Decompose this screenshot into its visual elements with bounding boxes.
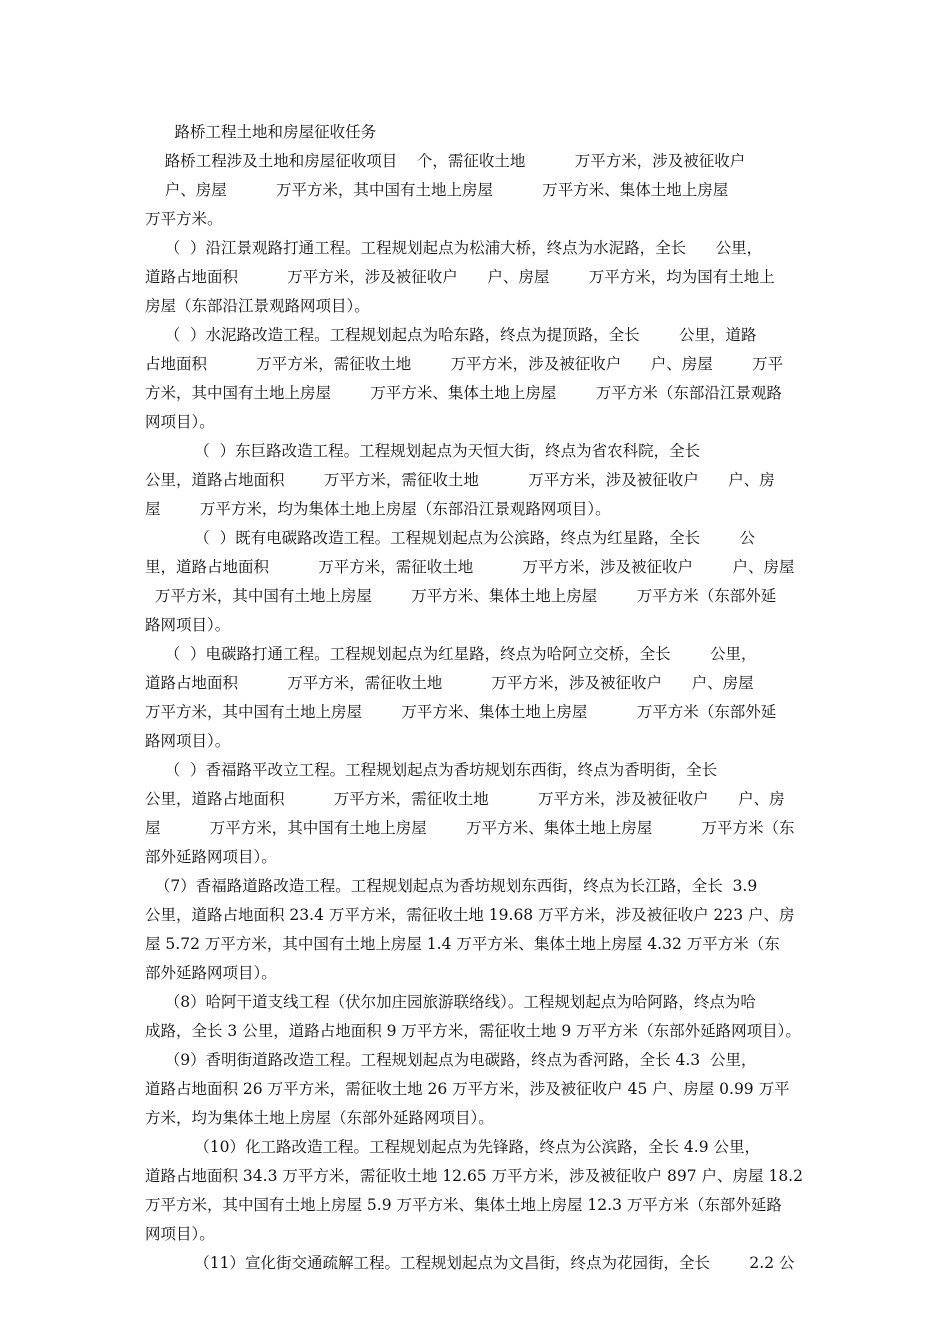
text-line: 路网项目）。 bbox=[145, 616, 231, 634]
document-body bbox=[145, 118, 810, 1278]
text-line: 屋 万平方米，其中国有土地上房屋 万平方米、集体土地上房屋 万平方米（东 bbox=[145, 819, 795, 837]
text-line: 万平方米，其中国有土地上房屋 万平方米、集体土地上房屋 万平方米（东部外延 bbox=[145, 587, 777, 605]
text-line: 路桥工程涉及土地和房屋征收项目 个，需征收土地 万平方米，涉及被征收户 bbox=[145, 152, 746, 170]
text-line: （ ）电碳路打通工程。工程规划起点为红星路，终点为哈阿立交桥，全长 公里， bbox=[145, 645, 757, 663]
text-line: （ ）沿江景观路打通工程。工程规划起点为松浦大桥，终点为水泥路，全长 公里， bbox=[145, 239, 763, 257]
text-line: 公里，道路占地面积 万平方米，需征收土地 万平方米，涉及被征收户 户、房 bbox=[145, 471, 775, 489]
text-line: （ ）水泥路改造工程。工程规划起点为哈东路，终点为提顶路，全长 公里，道路 bbox=[145, 326, 757, 344]
text-line: （7）香福路道路改造工程。工程规划起点为香坊规划东西街，终点为长江路，全长 3.9 bbox=[145, 877, 758, 895]
text-line: 万平方米，其中国有土地上房屋 5.9 万平方米、集体土地上房屋 12.3 万平方米（东部外延路 bbox=[145, 1196, 782, 1214]
text-line: （10）化工路改造工程。工程规划起点为先锋路，终点为公滨路，全长 4.9 公里， bbox=[145, 1138, 760, 1156]
text-line: 网项目）。 bbox=[145, 1225, 215, 1243]
text-line: 房屋（东部沿江景观路网项目）。 bbox=[145, 297, 370, 315]
text-line: 屋 5.72 万平方米，其中国有土地上房屋 1.4 万平方米、集体土地上房屋 4.32 万平方米（东 bbox=[145, 935, 780, 953]
text-line: 道路占地面积 万平方米，需征收土地 万平方米，涉及被征收户 户、房屋 bbox=[145, 674, 754, 692]
text-line: 方米，均为集体土地上房屋（东部外延路网项目）。 bbox=[145, 1109, 494, 1127]
text-line: 万平方米，其中国有土地上房屋 万平方米、集体土地上房屋 万平方米（东部外延 bbox=[145, 703, 777, 721]
document-title: 路桥工程土地和房屋征收任务 bbox=[145, 123, 377, 141]
text-line: 成路，全长 3 公里，道路占地面积 9 万平方米，需征收土地 9 万平方米（东部外延路网项目）。 bbox=[145, 1022, 801, 1040]
text-line: （8）哈阿干道支线工程（伏尔加庄园旅游联络线）。工程规划起点为哈阿路，终点为哈 bbox=[145, 993, 756, 1011]
text-line: 部外延路网项目）。 bbox=[145, 964, 277, 982]
text-line: 里，道路占地面积 万平方米，需征收土地 万平方米，涉及被征收户 户、房屋 bbox=[145, 558, 795, 576]
text-line: 路网项目）。 bbox=[145, 732, 231, 750]
text-line: 部外延路网项目）。 bbox=[145, 848, 277, 866]
text-line: （11）宣化街交通疏解工程。工程规划起点为文昌街，终点为花园街，全长 2.2 公 bbox=[145, 1254, 795, 1272]
text-line: （ ）东巨路改造工程。工程规划起点为天恒大街，终点为省农科院，全长 bbox=[145, 442, 701, 460]
text-line: 户、房屋 万平方米，其中国有土地上房屋 万平方米、集体土地上房屋 bbox=[145, 181, 729, 199]
text-line: 万平方米。 bbox=[145, 210, 223, 228]
text-line: 道路占地面积 26 万平方米，需征收土地 26 万平方米，涉及被征收户 45 户、房屋 0.99 万平 bbox=[145, 1080, 790, 1098]
text-line: 占地面积 万平方米，需征收土地 万平方米，涉及被征收户 户、房屋 万平 bbox=[145, 355, 784, 373]
text-line: 网项目）。 bbox=[145, 413, 215, 431]
text-line: （ ）香福路平改立工程。工程规划起点为香坊规划东西街，终点为香明街，全长 bbox=[145, 761, 718, 779]
text-line: （9）香明街道路改造工程。工程规划起点为电碳路，终点为香河路，全长 4.3 公里， bbox=[145, 1051, 757, 1069]
text-line: 道路占地面积 34.3 万平方米，需征收土地 12.65 万平方米，涉及被征收户 897 户、房屋 18.2 bbox=[145, 1167, 803, 1185]
text-line: 屋 万平方米，均为集体土地上房屋（东部沿江景观路网项目）。 bbox=[145, 500, 611, 518]
text-line: 公里，道路占地面积 万平方米，需征收土地 万平方米，涉及被征收户 户、房 bbox=[145, 790, 785, 808]
text-line: 公里，道路占地面积 23.4 万平方米，需征收土地 19.68 万平方米，涉及被征收户 223 户、房 bbox=[145, 906, 795, 924]
text-line: 道路占地面积 万平方米，涉及被征收户 户、房屋 万平方米，均为国有土地上 bbox=[145, 268, 775, 286]
text-line: （ ）既有电碳路改造工程。工程规划起点为公滨路，终点为红星路，全长 公 bbox=[145, 529, 756, 547]
text-line: 方米，其中国有土地上房屋 万平方米、集体土地上房屋 万平方米（东部沿江景观路 bbox=[145, 384, 782, 402]
